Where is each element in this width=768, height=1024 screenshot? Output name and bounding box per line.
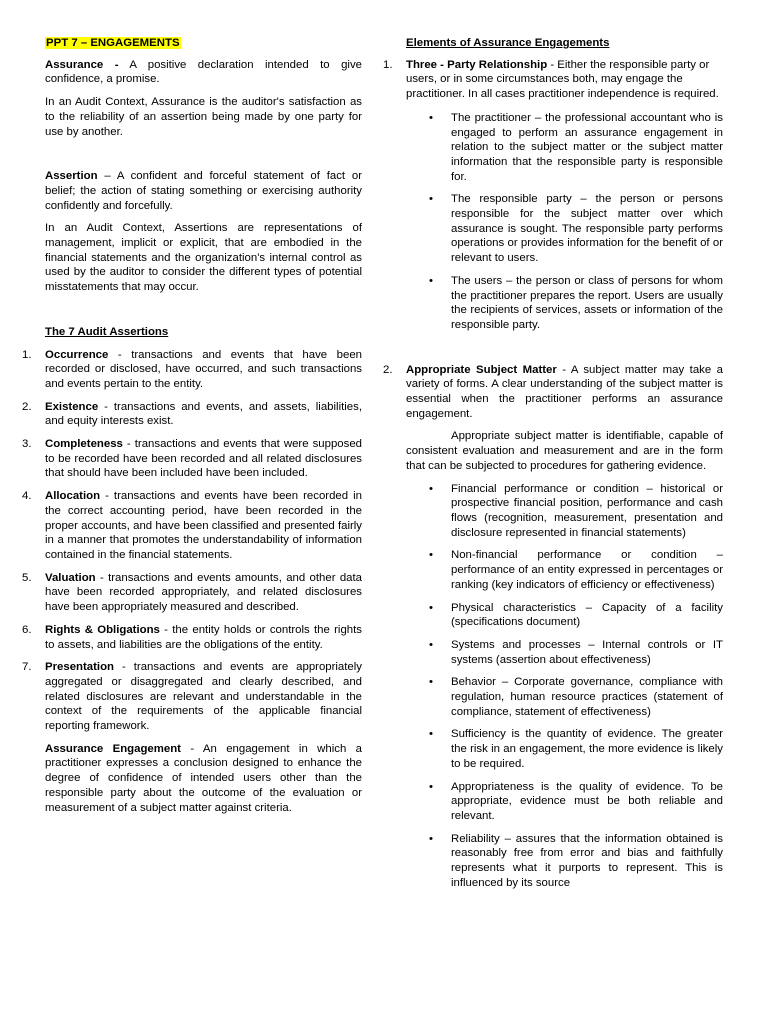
item-term: Existence xyxy=(45,400,99,413)
list-item xyxy=(429,111,723,185)
assurance-definition xyxy=(45,58,362,87)
assertion-term: Assertion xyxy=(45,170,98,183)
item-term: Three - Party Relationship xyxy=(406,58,548,71)
list-item xyxy=(429,675,723,719)
list-item xyxy=(429,601,723,630)
bullet-text: Sufficiency is the quantity of evidence. The greater the risk in an engagement, the more evidence is likely to be required. xyxy=(451,728,723,770)
bullet-icon: • xyxy=(429,676,433,689)
page-title: PPT 7 – ENGAGEMENTS xyxy=(46,37,180,49)
bullet-icon: • xyxy=(429,111,433,124)
bullet-text: The responsible party – the person or persons responsible for the subject matter over which assurance is sought. The responsible party performs operations or provides information for the benefit of or relevant to users. xyxy=(451,193,723,265)
list-item xyxy=(429,727,723,771)
item-term: Completeness xyxy=(45,438,123,451)
item-def: - the entity holds or controls the rights to assets, and liabilities are the obligations of the entity. xyxy=(45,623,362,651)
engagement-term: Assurance Engagement xyxy=(45,742,181,755)
subject-bullets xyxy=(406,482,723,891)
list-item xyxy=(22,571,362,615)
item-def: - transactions and events amounts, and other data have been recorded appropriately, and related disclosures have been appropriately measured and described. xyxy=(45,571,362,614)
bullet-icon: • xyxy=(429,274,433,287)
item-def: - Either the responsible party or users, or in some circumstances both, may engage the practitioner. In all cases practitioner independence is required. xyxy=(406,58,719,101)
item-term: Valuation xyxy=(45,571,96,584)
engagement-definition xyxy=(45,742,362,816)
assertions-heading: The 7 Audit Assertions xyxy=(45,325,169,338)
bullet-text: Behavior – Corporate governance, compliance with regulation, human resource practices (statement of compliance, statement of effectiveness) xyxy=(451,676,723,718)
assurance-def-text: A positive declaration intended to give confidence, a promise. xyxy=(45,58,362,86)
bullet-icon: • xyxy=(429,549,433,562)
list-item xyxy=(22,400,362,429)
three-party-item xyxy=(383,58,723,102)
bullet-icon: • xyxy=(429,601,433,614)
item-def: - transactions and events are appropriately aggregated or disaggregated and clearly described, and related disclosures are relevant and understandable in the context of the requirements of the applicable financial reporting framework. xyxy=(45,661,362,733)
bullet-text: Appropriateness is the quality of evidence. To be appropriate, evidence must be both reliable and relevant. xyxy=(451,780,723,822)
bullet-text: The practitioner – the professional accountant who is engaged to perform an assurance engagement in relation to the subject matter or the subject matter information that the responsible party is responsible for. xyxy=(451,111,723,183)
item-number: 1. xyxy=(383,58,393,71)
list-item xyxy=(429,274,723,333)
item-term: Rights & Obligations xyxy=(45,623,160,636)
item-number: 5. xyxy=(22,571,32,584)
list-item xyxy=(429,548,723,592)
item-def: - transactions and events have been recorded in the correct accounting period, have been recorded in the proper accounts, and have been classified and presented fairly in a manner that promotes the understandability of information contained in the financial statements. xyxy=(45,490,362,561)
list-item xyxy=(22,660,362,734)
item-number: 1. xyxy=(22,348,32,361)
item-number: 3. xyxy=(22,438,32,451)
list-item xyxy=(429,192,723,266)
item-number: 2. xyxy=(383,363,393,376)
party-bullets xyxy=(406,111,723,333)
bullet-icon: • xyxy=(429,728,433,741)
bullet-icon: • xyxy=(429,193,433,206)
assurance-audit-context: In an Audit Context, Assurance is the auditor's satisfaction as to the reliability of an assertion being made by one party for use by another. xyxy=(45,96,362,138)
assertion-audit-context: In an Audit Context, Assertions are representations of management, implicit or explicit, that are embodied in the financial statements and the organization's internal control as used by the auditor to consider the different types of potential misstatements that may occur. xyxy=(45,222,362,294)
item-number: 2. xyxy=(22,400,32,413)
bullet-icon: • xyxy=(429,638,433,651)
item-def: - transactions and events that have been recorded or disclosed, have occurred, and such transactions and events pertain to the entity. xyxy=(45,348,362,390)
right-column xyxy=(383,36,723,898)
engagement-def-text: - An engagement in which a practitioner expresses a conclusion designed to enhance the degree of confidence of intended users other than the responsible party about the outcome of the evaluation or measurement of a subject matter against criteria. xyxy=(45,742,362,814)
list-item xyxy=(429,638,723,667)
subject-matter-item xyxy=(383,363,723,422)
item-term: Presentation xyxy=(45,661,114,674)
list-item xyxy=(429,832,723,891)
bullet-text: Financial performance or condition – historical or prospective financial position, performance and cash flows (recognition, measurement, presentation and disclosure represented in financial statements) xyxy=(451,482,723,539)
bullet-text: Non-financial performance or condition – performance of an entity expressed in percentages or ranking (key indicators of efficiency or effectiveness) xyxy=(451,549,723,591)
list-item xyxy=(429,780,723,824)
item-def: - transactions and events, and assets, liabilities, and equity interests exist. xyxy=(45,400,362,428)
item-def: - transactions and events that were supposed to be recorded have been recorded and all related disclosures that should have been included have been included. xyxy=(45,438,362,480)
item-term: Appropriate Subject Matter xyxy=(406,363,557,376)
elements-heading: Elements of Assurance Engagements xyxy=(406,37,610,49)
left-column xyxy=(22,36,362,823)
item-term: Allocation xyxy=(45,490,101,503)
bullet-text: Physical characteristics – Capacity of a facility (specifications document) xyxy=(451,601,723,629)
assertion-definition xyxy=(45,169,362,213)
item-number: 4. xyxy=(22,490,32,503)
bullet-text: The users – the person or class of persons for whom the practitioner prepares the report. Users are usually the recipients of services, assets or information of the responsible party. xyxy=(451,274,723,331)
list-item xyxy=(22,437,362,481)
list-item xyxy=(22,623,362,652)
subject-matter-paragraph: Appropriate subject matter is identifiable, capable of consistent evaluation and measurement and are in the form that can be subjected to procedures for gathering evidence. xyxy=(406,430,723,472)
item-term: Occurrence xyxy=(45,348,109,361)
bullet-text: Reliability – assures that the information obtained is reasonably free from error and bias and faithfully represents what it purports to represent. This is influenced by its source xyxy=(451,832,723,889)
item-def: - A subject matter may take a variety of forms. A clear understanding of the subject matter is essential when the practitioner performs an assurance engagement. xyxy=(406,363,723,420)
item-number: 7. xyxy=(22,661,32,674)
list-item xyxy=(22,348,362,392)
bullet-icon: • xyxy=(429,482,433,495)
list-item xyxy=(22,489,362,563)
bullet-icon: • xyxy=(429,832,433,845)
assertions-list xyxy=(22,348,362,734)
list-item xyxy=(429,482,723,541)
assurance-term: Assurance - xyxy=(45,58,119,71)
item-number: 6. xyxy=(22,623,32,636)
assertion-def-text: – A confident and forceful statement of fact or belief; the action of stating something or exercising authority confidently and forcefully. xyxy=(45,170,362,212)
bullet-icon: • xyxy=(429,780,433,793)
bullet-text: Systems and processes – Internal controls or IT systems (assertion about effectiveness) xyxy=(451,638,723,666)
